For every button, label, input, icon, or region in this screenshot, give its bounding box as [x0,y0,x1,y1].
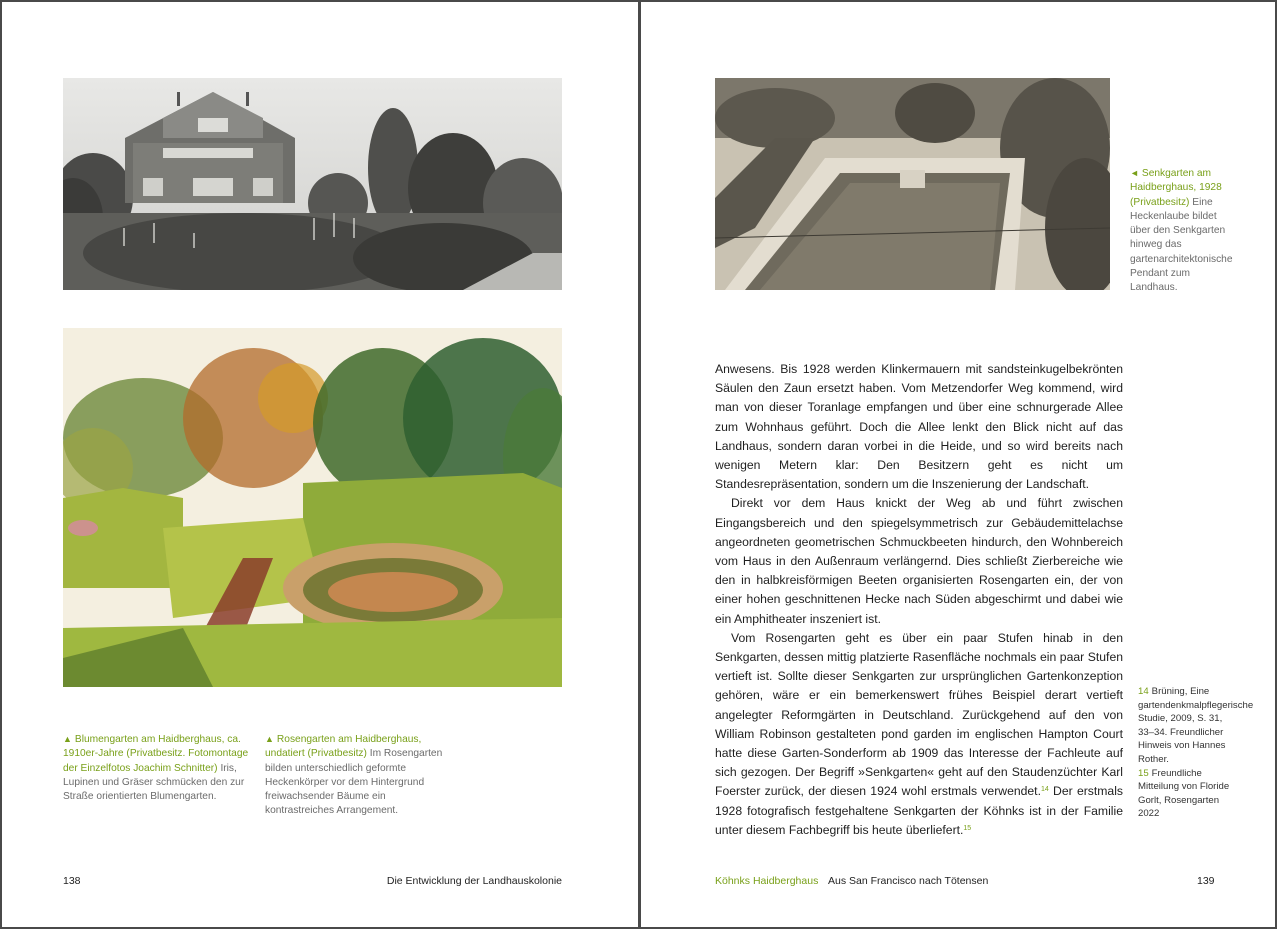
caption-text: Iris, Lupinen und Gräser schmücken den zur Straße orientierten Blumengarten. [63,762,245,803]
footnote-text: Freundliche Mitteilung von Floride Gorlt, Rosengarten 2022 [1138,767,1230,820]
caption-highlight: Senkgarten am Haidberghaus, 1928 (Privatbesitz) [1130,168,1222,208]
caption-highlight: Rosengarten am Haidberghaus, undatiert (Privatbesitz) [265,734,422,760]
body-text [715,360,1123,840]
photo-blumengarten [63,78,562,290]
running-head-title: Köhnks Haidberghaus [715,875,819,887]
footnote [1138,685,1254,767]
caption-senkgarten [1130,166,1233,296]
caption-highlight: Blumengarten am Haidberghaus, ca. 1910er-Jahre (Privatbesitz. Fotomontage der Einzelfotos Joachim Schnitter) [63,734,249,774]
left-page [2,2,638,927]
paragraph [715,629,1123,840]
paragraph: Anwesens. Bis 1928 werden Klinkermauern mit sandsteinkugelbekrönten Säulen den Zaun ersetzt haben. Vom Metzendorfer Weg kommend, wird man von dieser Toranlage empfangen und über eine schnurgerade Allee zum Wohnhaus geführt. Doch die Allee lenkt den Blick nicht auf das Landhaus, sondern daran vorbei in die Heide, und so wird bereits nach wenigen Metern klar: Den Besitzern geht es nicht um Standesrepräsentation, sondern um die Inszenierung der Landschaft. [715,362,1123,492]
caption-text: Eine Heckenlaube bildet über den Senkgarten hinweg das gartenarchitektonische Pendant zum Landhaus. [1130,196,1233,294]
caption-rosengarten [265,732,450,819]
footnote-number: 14 [1138,686,1149,697]
arrow-left-icon: ◄ [1130,168,1139,178]
footnote-reference[interactable]: 14 [1040,786,1049,794]
photo-senkgarten [715,78,1110,290]
footnotes [1138,685,1254,821]
running-head-subtitle: Aus San Francisco nach Tötensen [828,875,989,887]
paragraph-text: Der erstmals 1928 fotografisch festgehaltene Senkgarten der Köhnks ist in der Familie unter diesem Fachbegriff bis heute überliefert. [715,784,1124,837]
paragraph: Direkt vor dem Haus knickt der Weg ab und führt zwischen Eingangsbereich und den spiegelsymmetrisch zur Gebäudemittelachse angeordneten geometrischen Schmuckbeeten hindurch, den Wohnbereich vom Haus in den Außenraum verlängernd. Dies schließt Zierbereiche wie den in halbkreisförmigen Beeten organisierten Rosengarten ein, der von einer hohen geschnittenen Hecke nach Süden abgeschirmt und dabei wie ein Amphitheater inszeniert ist. [715,496,1123,626]
triangle-up-icon: ▲ [265,734,274,744]
footnote-reference[interactable]: 15 [963,824,972,832]
footnote [1138,767,1234,821]
footnote-text: Brüning, Eine gartendenkmalpflegerische Studie, 2009, S. 31, 33–34. Freundlicher Hinweis von Hannes Rother. [1138,686,1254,765]
paragraph-text: Vom Rosengarten geht es über ein paar Stufen hinab in den Senkgarten, dessen mittig platzierte Rasenfläche nochmals ein paar Stufen vertieft ist. Sollte dieser Senkgarten zur ursprünglichen Gartenkonzeption gehören, wäre er ein bemerkenswert frühes Beispiel derart vertieft angelegter Reformgärten in Deutschland. Zurückgehend auf den von William Robinson gestalteten pond garden im englischen Hampton Court hatte diese Garten-Sonderform ab 1909 das Interesse der Fachleute auf sich gezogen. Der Begriff »Senkgarten« geht auf den Staudenzüchter Karl Foerster zurück, der diesen 1924 wohl erstmals verwendet. [715,630,1123,799]
running-head: Die Entwicklung der Landhauskolonie [386,875,562,887]
footnote-number: 15 [1138,767,1149,779]
page-number: 139 [1197,875,1215,887]
caption-blumengarten [63,732,253,804]
painting-rosengarten [63,328,562,687]
triangle-up-icon: ▲ [63,734,72,744]
caption-text: Im Rosengarten bilden unterschiedlich geformte Heckenkörper vor dem Hintergrund freiwachsender Bäume ein kontrastreiches Arrangement. [265,748,443,817]
page-number: 138 [63,875,81,887]
right-page [641,2,1275,927]
